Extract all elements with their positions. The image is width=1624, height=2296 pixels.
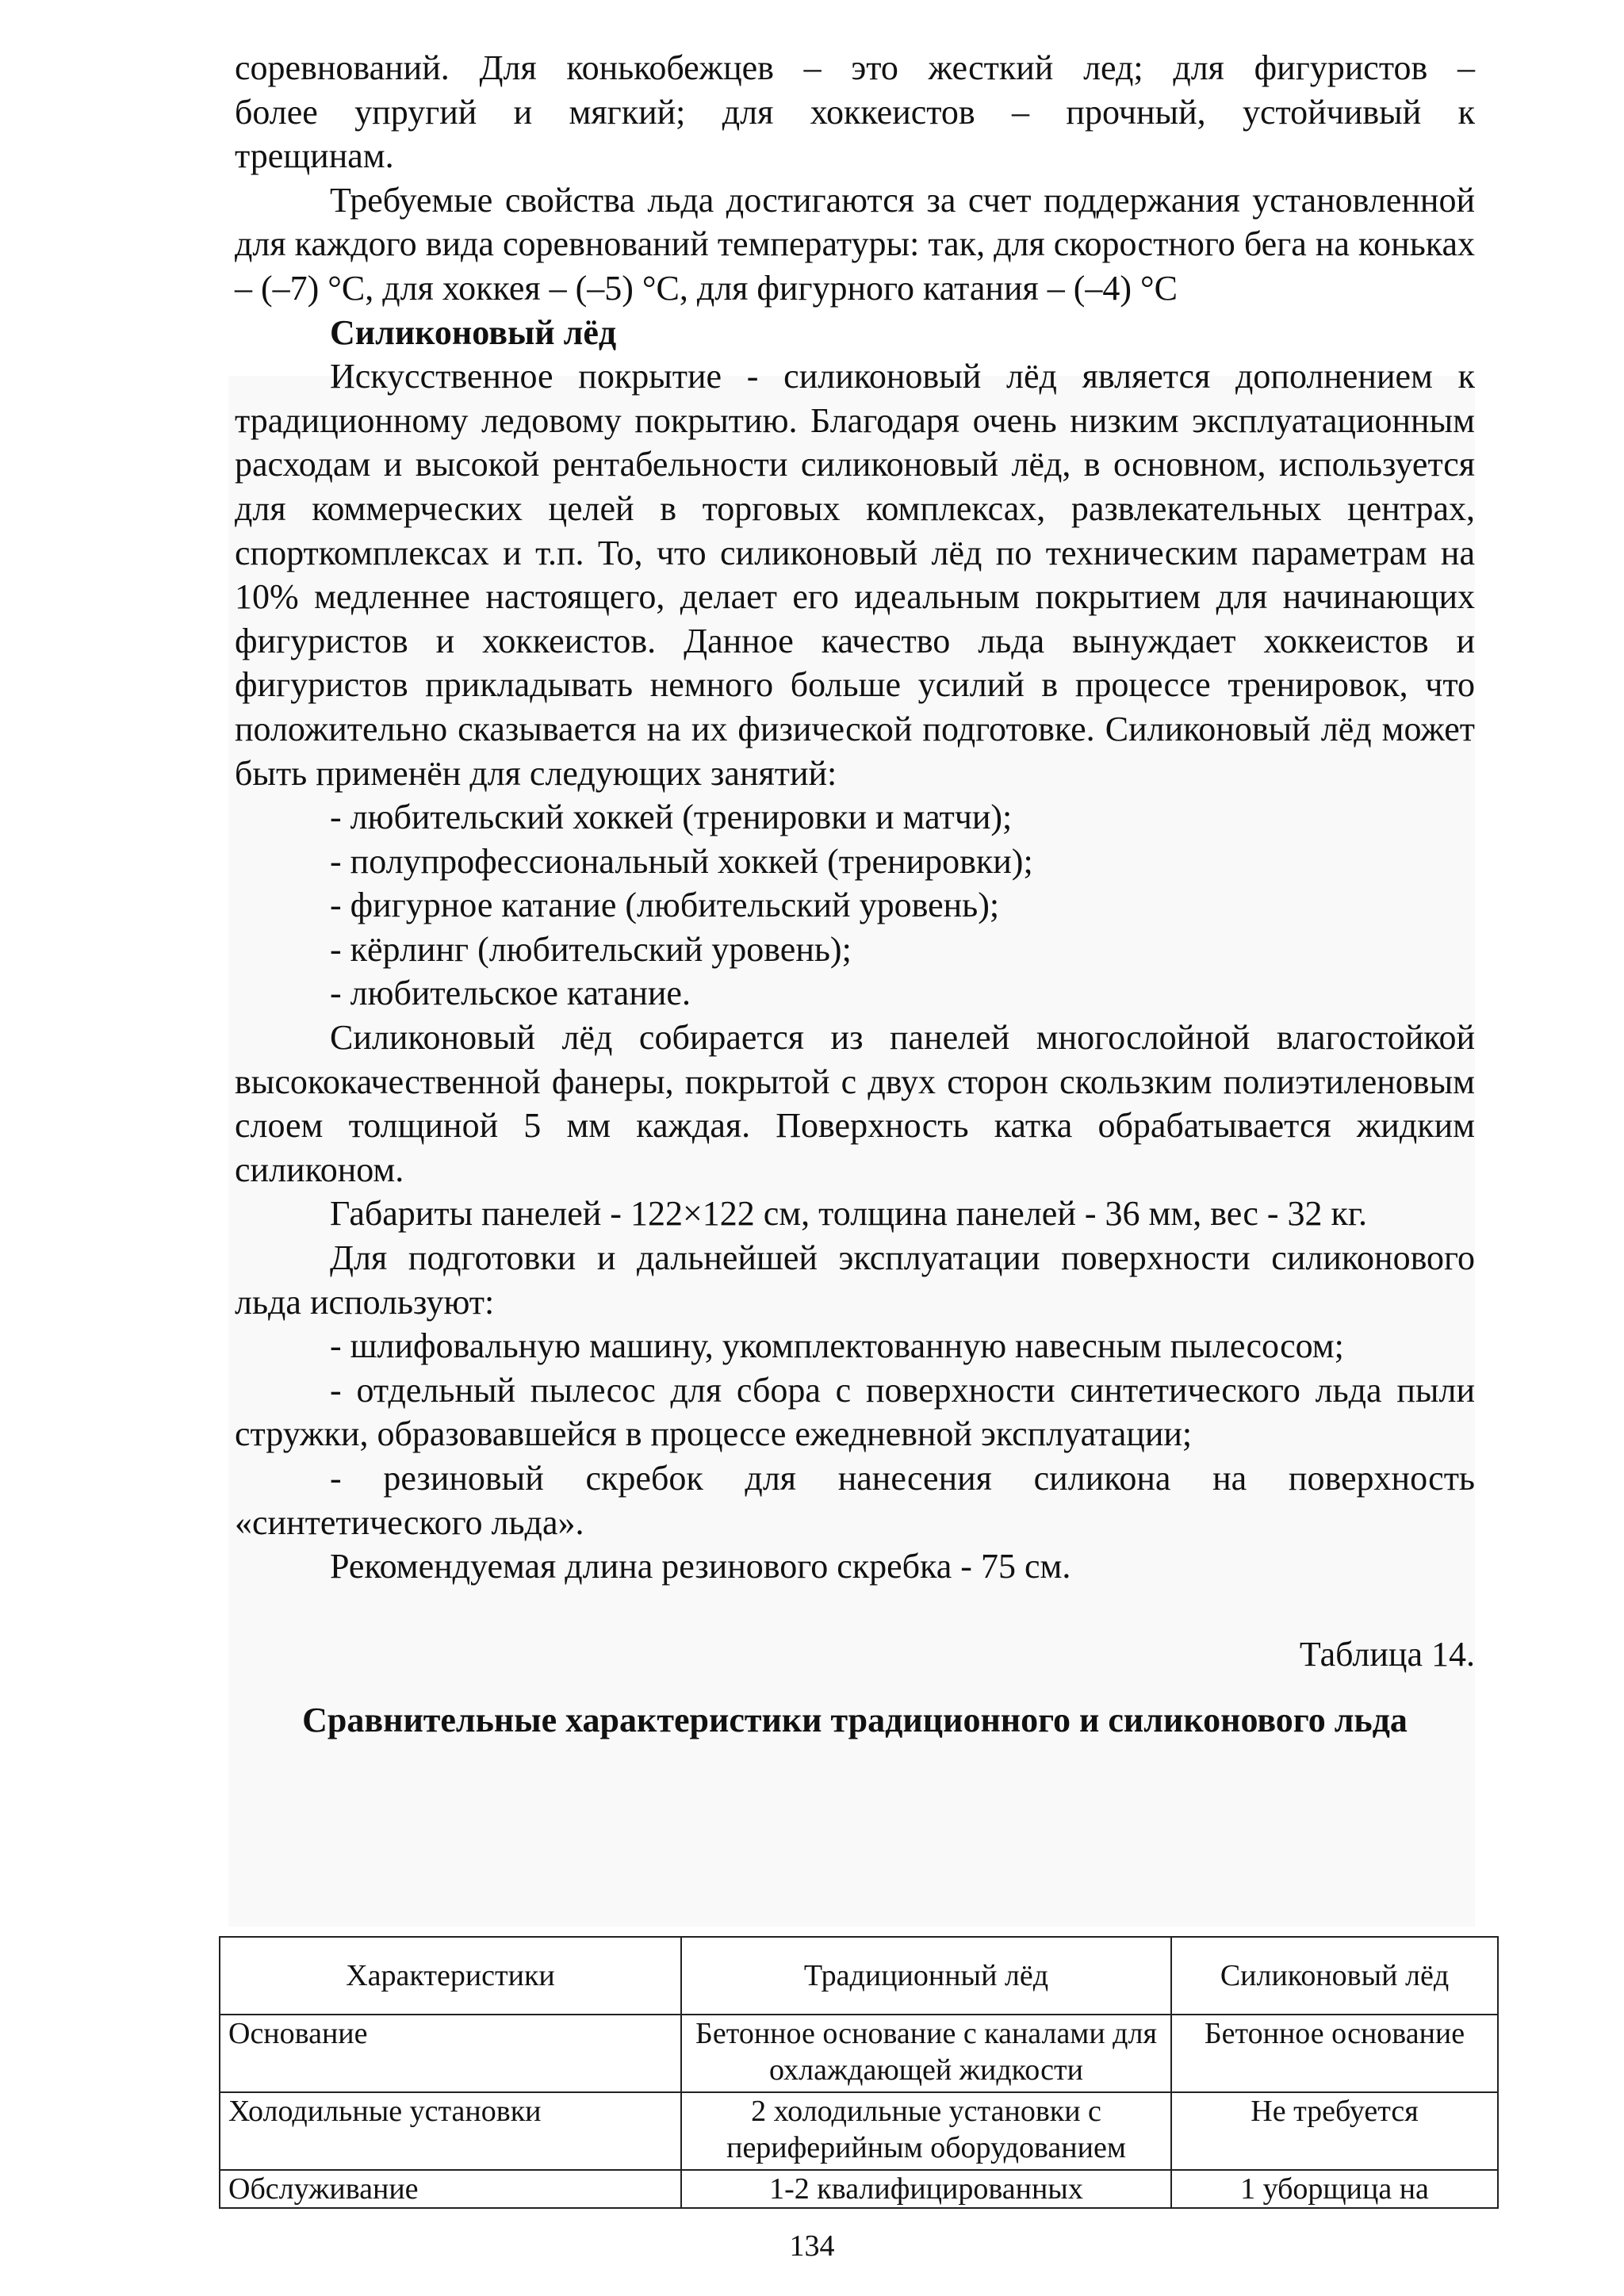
list-item: - полупрофессиональный хоккей (тренировки); [330, 841, 1033, 881]
paragraph: Искусственное покрытие - силиконовый лёд является дополнением к традиционному ледовому покрытию. Благодаря очень низким эксплуатационным расходам и высокой рентабельности силиконовый лёд, в основном, используется для коммерческих целей в торговых комплексах, развлекательных центрах, спорткомплексах и т.п. То, что силиконовый лёд по техническим параметрам на 10% медленнее настоящего, делает его идеальным покрытием для начинающих фигуристов и хоккеистов. Данное качество льда вынуждает хоккеистов и фигуристов прикладывать немного больше усилий в процессе тренировок, что положительно сказывается на их физической подготовке. Силиконовый лёд может быть применён для следующих занятий: [235, 357, 1475, 793]
table-cell: 1 уборщица на [1171, 2170, 1498, 2208]
table-caption: Таблица 14. [1299, 1635, 1475, 1674]
table-header-cell: Силиконовый лёд [1171, 1937, 1498, 2015]
table-cell: Бетонное основание [1171, 2015, 1498, 2092]
paragraph: Силиконовый лёд собирается из панелей многослойной влагостойкой высококачественной фанеры, покрытой с двух сторон скользким полиэтиленовым слоем толщиной 5 мм каждая. Поверхность катка обрабатывается жидким силиконом. [235, 1018, 1475, 1189]
table-cell: Обслуживание [220, 2170, 681, 2208]
table-title: Сравнительные характеристики традиционного и силиконового льда [302, 1700, 1408, 1739]
table-cell: 1-2 квалифицированных [681, 2170, 1171, 2208]
list-item: - любительское катание. [330, 974, 691, 1013]
list-item: - резиновый скребок для нанесения силикона на поверхность «синтетического льда». [235, 1459, 1475, 1542]
section-heading: Силиконовый лёд [330, 312, 617, 352]
table-cell: Основание [220, 2015, 681, 2092]
table-header-cell: Характеристики [220, 1937, 681, 2015]
table-cell: Холодильные установки [220, 2092, 681, 2170]
page-number: 134 [789, 2229, 835, 2263]
paragraph-line: трещинам. [235, 136, 394, 176]
table-cell: 2 холодильные установки с периферийным оборудованием [681, 2092, 1171, 2170]
table-header-cell: Традиционный лёд [681, 1937, 1171, 2015]
paragraph-line: более упругий и мягкий; для хоккеистов – прочный, устойчивый к [235, 92, 1475, 132]
list-item: - шлифовальную машину, укомплектованную навесным пылесосом; [330, 1326, 1344, 1366]
table-cell: Бетонное основание с каналами для охлаждающей жидкости [681, 2015, 1171, 2092]
paragraph: Габариты панелей - 122×122 см, толщина панелей - 36 мм, вес - 32 кг. [330, 1194, 1367, 1234]
table-row [220, 2015, 1498, 2092]
paragraph-line: соревнований. Для конькобежцев – это жесткий лед; для фигуристов – [235, 48, 1475, 87]
table-row [220, 2092, 1498, 2170]
table-header-row [220, 1937, 1498, 2015]
paragraph: Рекомендуемая длина резинового скребка - 75 см. [330, 1547, 1071, 1586]
comparison-table [219, 1936, 1499, 2209]
table-row [220, 2170, 1498, 2208]
page-text [235, 46, 1475, 1743]
list-item: - любительский хоккей (тренировки и матчи); [330, 798, 1013, 837]
list-item: - фигурное катание (любительский уровень); [330, 886, 1000, 925]
list-item: - кёрлинг (любительский уровень); [330, 929, 852, 969]
list-item: - отдельный пылесос для сбора с поверхности синтетического льда пыли стружки, образовавшейся в процессе ежедневной эксплуатации; [235, 1370, 1475, 1454]
table-cell: Не требуется [1171, 2092, 1498, 2170]
paragraph: Требуемые свойства льда достигаются за счет поддержания установленной для каждого вида соревнований температуры: так, для скоростного бега на коньках – (–7) °С, для хоккея – (–5) °С, для фигурного катания – (–4) °С [235, 180, 1475, 308]
paragraph: Для подготовки и дальнейшей эксплуатации поверхности силиконового льда используют: [235, 1238, 1475, 1322]
